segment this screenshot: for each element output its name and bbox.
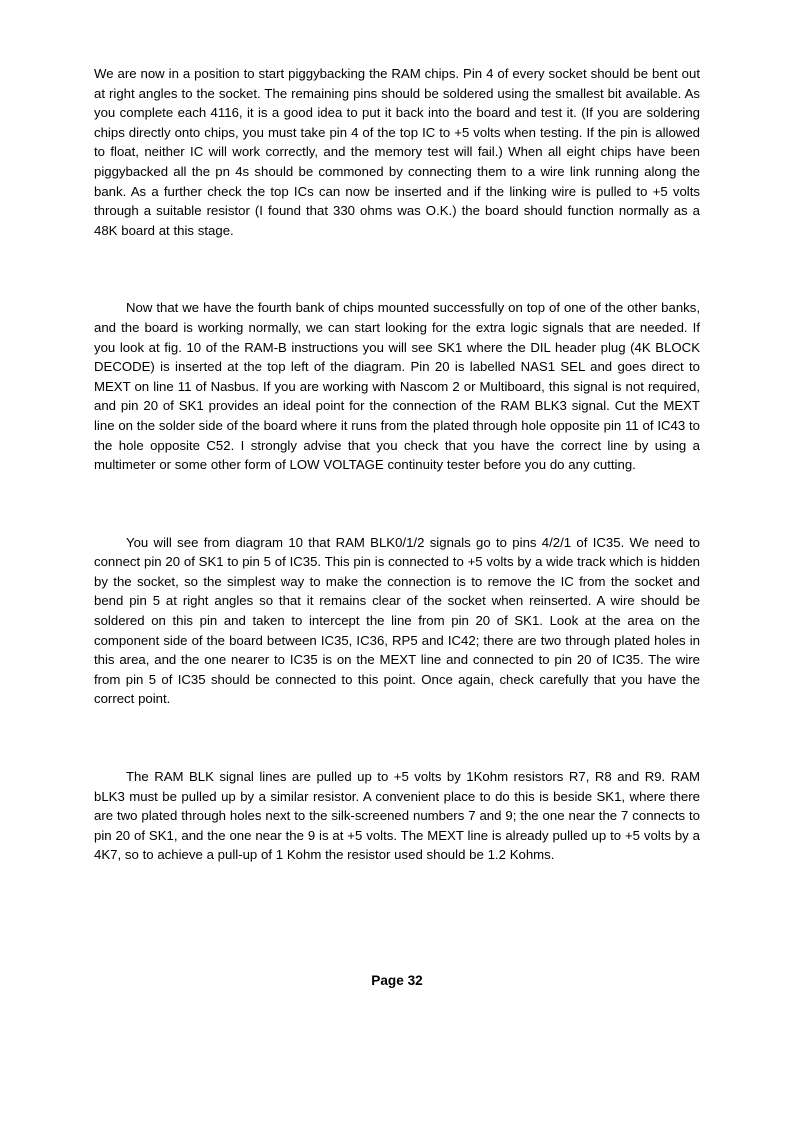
body-paragraph-ram-blk-signals-ic35: You will see from diagram 10 that RAM BLK0/1/2 signals go to pins 4/2/1 of IC35. We need to connect pin 20 of SK1 to pin 5 of IC35. This pin is connected to +5 volts by a wide track which is hidden by the socket, so the simplest way to make the connection is to remove the IC from the socket and bend pin 5 at right angles so that it remains clear of the socket when reinserted. A wire should be soldered on this pin and taken to intercept the line from pin 20 of SK1. Look at the area on the component side of the board between IC35, IC36, RP5 and IC42; there are two through plated holes in this area, and the one nearer to IC35 is on the MEXT line and connected to pin 20 of IC35. The wire from pin 5 of IC35 should be connected to this point. Once again, check carefully that you have the correct point. [94, 534, 700, 707]
body-paragraph-piggybacking-ram-chips: We are now in a position to start piggybacking the RAM chips. Pin 4 of every socket should be bent out at right angles to the socket. The remaining pins should be soldered using the smallest bit available. As you complete each 4116, it is a good idea to put it back into the board and test it. (If you are soldering chips directly onto chips, you must take pin 4 of the top IC to +5 volts when testing. If the pin is allowed to float, neither IC will work correctly, and the memory test will fail.) When all eight chips have been piggybacked all the pn 4s should be commoned by connecting them to a wire link running along the bank. As a further check the top ICs can now be inserted and if the linking wire is pulled to +5 volts through a suitable resistor (I found that 330 ohms was O.K.) the board should function normally as a 48K board at this stage. [94, 66, 700, 238]
document-body [94, 64, 700, 865]
body-paragraph-fourth-bank-logic-signals: Now that we have the fourth bank of chips mounted successfully on top of one of the other banks, and the board is working normally, we can start looking for the extra logic signals that are needed. If you look at fig. 10 of the RAM-B instructions you will see SK1 where the DIL header plug (4K BLOCK DECODE) is inserted at the top left of the diagram. Pin 20 is labelled NAS1 SEL and goes direct to MEXT on line 11 of Nasbus. If you are working with Nascom 2 or Multiboard, this signal is not required, and pin 20 of SK1 provides an ideal point for the connection of the RAM BLK3 signal. Cut the MEXT line on the solder side of the board where it runs from the plated through hole opposite pin 11 of IC43 to the hole opposite C52. I strongly advise that you check that you have the correct line by using a multimeter or some other form of LOW VOLTAGE continuity tester before you do any cutting. [94, 300, 700, 473]
page-number-footer: Page 32 [371, 973, 423, 988]
body-paragraph-pull-up-resistors: The RAM BLK signal lines are pulled up to +5 volts by 1Kohm resistors R7, R8 and R9. RAM bLK3 must be pulled up by a similar resistor. A convenient place to do this is beside SK1, where there are two plated through holes next to the silk-screened numbers 7 and 9; the one near the 7 connects to pin 20 of SK1, and the one near the 9 is at +5 volts. The MEXT line is already pulled up to +5 volts by a 4K7, so to achieve a pull-up of 1 Kohm the resistor used should be 1.2 Kohms. [94, 769, 700, 863]
